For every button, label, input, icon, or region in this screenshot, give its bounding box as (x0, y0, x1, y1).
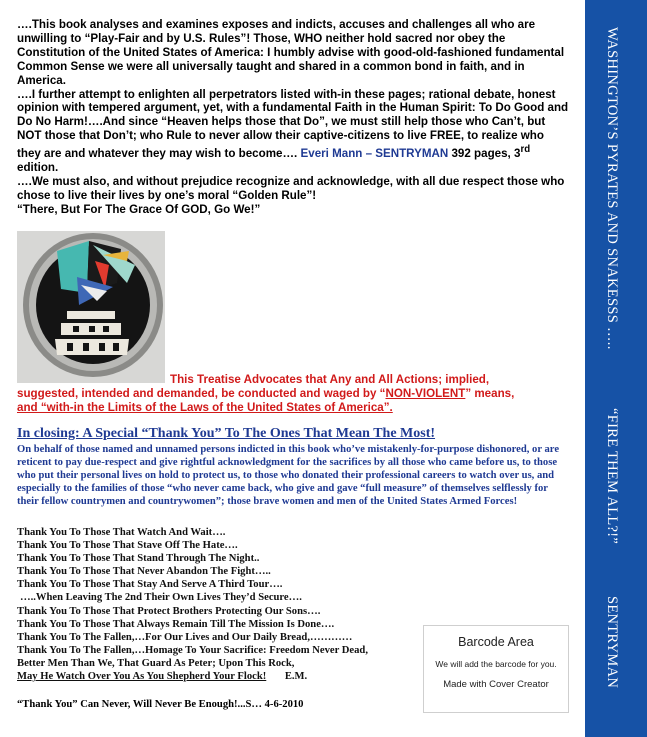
initials: E.M. (284, 671, 308, 683)
list-item: Thank You To The Fallen,…Homage To Your Sacrifice: Freedom Never Dead, (17, 644, 368, 656)
list-item: Thank You To Those That Never Abandon The Fight….. (17, 566, 271, 578)
intro-paragraph-2: ….I further attempt to enlighten all perpetrators listed with-in these pages; rational debate, honest opinion with tempered argument, yet, with a fundamental Faith in the Human Spirit: To Do Good and Do No Harm!….And since “Heaven helps those that Do”, we must still help those who Can’t, but NOT those that Don’t; who Rule to never allow their captive-citizens to live FREE, to realize who they are and whatever they may wish to become…. Everi Mann – SENTRYMAN 392 pages, 3rd edition. (17, 87, 569, 174)
non-violent-emphasis: NON-VIOLENT (385, 387, 466, 400)
spine-text (603, 27, 620, 688)
barcode-title: Barcode Area (458, 635, 534, 649)
intro-text (17, 18, 569, 217)
spine-subtitle: “FIRE THEM ALL?!” (604, 407, 620, 544)
signoff: “Thank You” Can Never, Will Never Be Enough!...S… 4-6-2010 (17, 699, 304, 710)
list-item: Thank You To Those That Protect Brothers Protecting Our Sons…. (17, 605, 321, 617)
intro-paragraph-1: ….This book analyses and examines exposes and indicts, accuses and challenges all who are unwilling to “Play-Fair and by U.S. Rules”! Those, WHO neither hold sacred nor obey the Constitution of the United States of America: I humbly advise with good-old-fashioned fundamental Common Sense we were all universally taught and shared in a common bond in faith, and in America. (17, 18, 565, 87)
barcode-note: We will add the barcode for you. (435, 659, 557, 669)
list-item: Thank You To Those That Stave Off The Hate…. (17, 540, 238, 552)
spine-title: WASHINGTON’S PYRATES AND SNAKESSS ….. (604, 27, 620, 350)
edition-info: 392 pages, 3 (448, 147, 521, 161)
closing-heading: In closing: A Special “Thank You” To The Ones That Mean The Most! (17, 426, 436, 441)
barcode-area (423, 625, 569, 713)
intro-paragraph-3: ….We must also, and without prejudice recognize and acknowledge, with all due respect those who chose to live their lives by one’s moral “Golden Rule”! (17, 174, 565, 202)
inlay-buckle-image (17, 231, 165, 383)
list-item: …..When Leaving The 2nd Their Own Lives They’d Secure…. (20, 592, 302, 604)
list-item: Thank You To Those That Stay And Serve A Third Tour…. (17, 579, 283, 591)
spine-author: SENTRYMAN (604, 595, 620, 688)
closing-paragraph: On behalf of those named and unnamed persons indicted in this book who’ve mistakenly-for-purpose dishonored, or are reticent to pay due-respect and give rightful acknowledgment for the sacrifices by all those who came before us, to those who put their personal lives on hold to protect us, to those who donated their professional careers to watch over us, and especially to the families of those “who never came back, who give and gave “full measure” of themselves selflessly for their fellow countrymen and countrywomen”; those brave women and men of the United States Armed Forces! (17, 444, 560, 508)
list-item: Thank You To Those That Stand Through The Night.. (17, 553, 260, 565)
intro-quote: “There, But For The Grace Of GOD, Go We!” (17, 202, 261, 216)
list-item: Thank You To Those That Always Remain Till The Mission Is Done…. (17, 618, 335, 630)
thank-you-list (17, 526, 417, 683)
author-name: Everi Mann – SENTRYMAN (300, 147, 449, 161)
final-line: May He Watch Over You As You Shepherd Your Flock! (17, 671, 267, 683)
advocacy-statement: This Treatise Advocates that Any and All Actions; implied, suggested, intended and demanded, be conducted and waged by “NON-VIOLENT” means, and “with-in the Limits of the Laws of the United States of America”. (17, 373, 515, 414)
list-item: Better Men Than We, That Guard As Peter; Upon This Rock, (17, 657, 295, 669)
list-item: Thank You To Those That Watch And Wait…. (17, 527, 226, 538)
list-item: Thank You To The Fallen,…For Our Lives and Our Daily Bread,………… (17, 631, 353, 643)
barcode-credit: Made with Cover Creator (443, 679, 549, 690)
list-item (17, 670, 417, 683)
